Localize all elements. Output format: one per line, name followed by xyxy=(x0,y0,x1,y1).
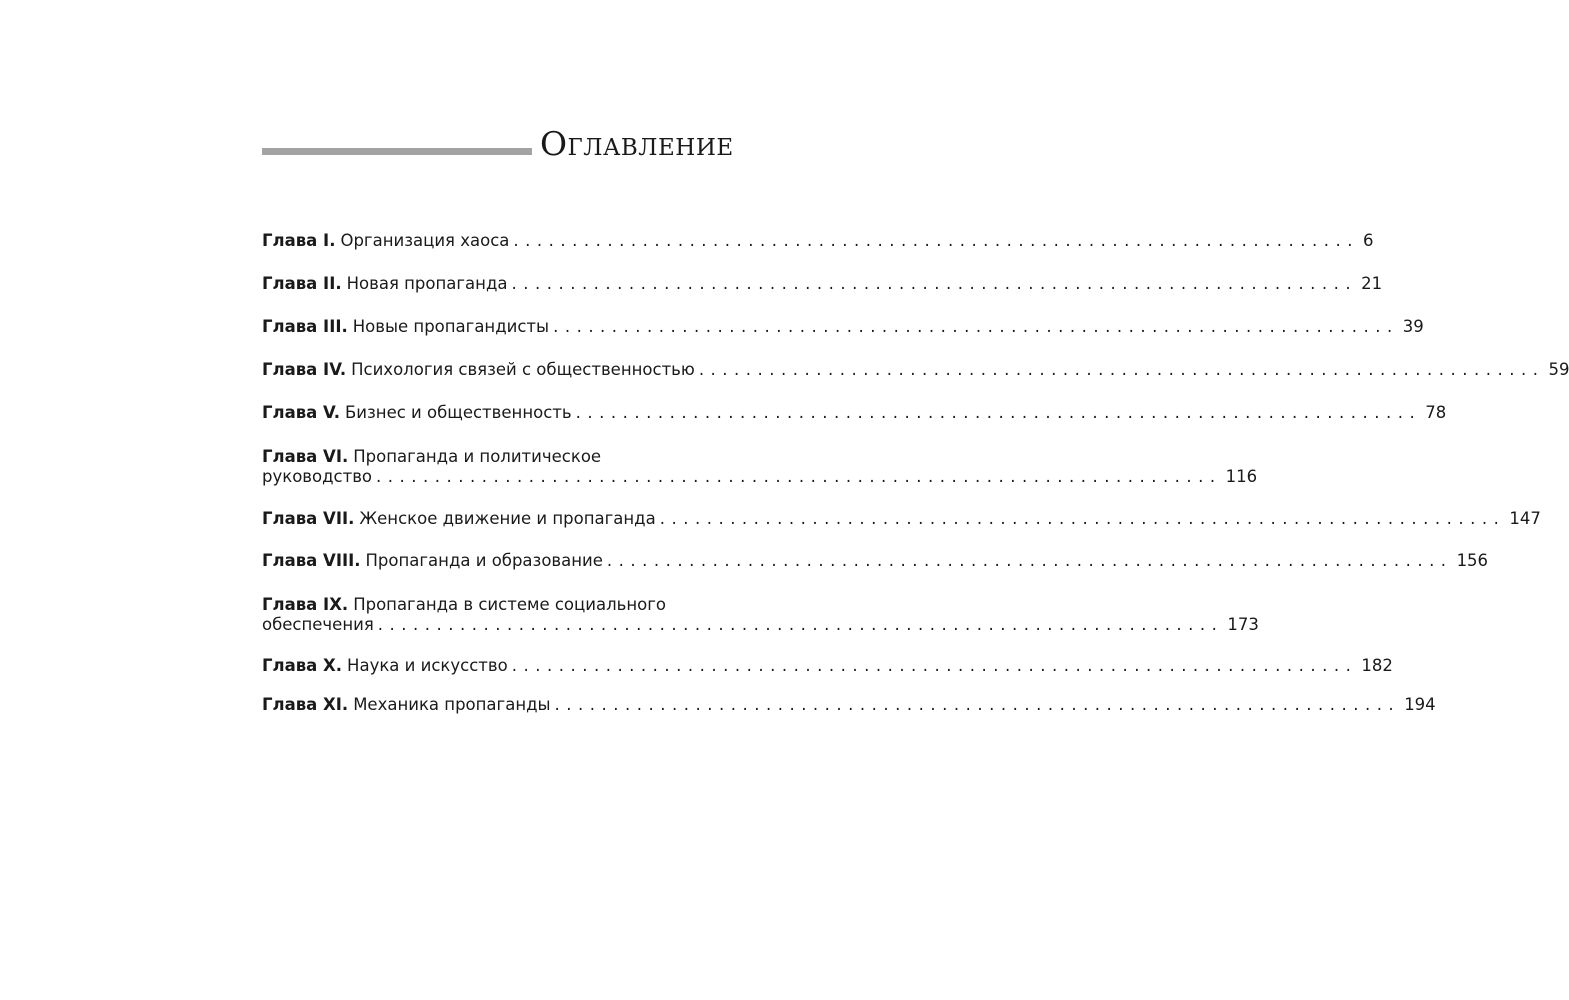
page-number: 194 xyxy=(1404,695,1436,714)
chapter-title: Новая пропаганда xyxy=(346,274,508,293)
chapter-label: Глава IX. xyxy=(262,595,349,614)
chapter-title: Психология связей с общественностью xyxy=(351,360,695,379)
title-decorative-bar xyxy=(262,148,532,155)
page-number: 78 xyxy=(1425,403,1447,422)
chapter-title-continuation: обеспечения xyxy=(262,615,374,634)
chapter-title: Пропаганда и политическое xyxy=(353,447,602,466)
toc-entry-1[interactable] xyxy=(262,231,1374,251)
chapter-title: Организация хаоса xyxy=(340,231,510,250)
page-number: 147 xyxy=(1509,509,1541,528)
chapter-title: Пропаганда в системе социального xyxy=(353,595,666,614)
chapter-label: Глава XI. xyxy=(262,695,349,714)
chapter-label: Глава VI. xyxy=(262,447,349,466)
toc-entry-6[interactable] xyxy=(262,447,1258,487)
page-number: 21 xyxy=(1361,274,1383,293)
toc-entry-5[interactable] xyxy=(262,403,1447,423)
page-number: 182 xyxy=(1361,656,1393,675)
page-number: 39 xyxy=(1402,317,1424,336)
chapter-title-continuation: руководство xyxy=(262,467,373,486)
page-number: 173 xyxy=(1227,615,1259,634)
dot-leader: ........................................................................ xyxy=(513,231,1360,250)
chapter-title: Наука и искусство xyxy=(347,656,508,675)
dot-leader: ........................................................................ xyxy=(511,274,1358,293)
toc-entry-4[interactable] xyxy=(262,360,1569,380)
chapter-label: Глава I. xyxy=(262,231,336,250)
chapter-title: Пропаганда и образование xyxy=(365,551,603,570)
chapter-label: Глава VIII. xyxy=(262,551,361,570)
chapter-title: Бизнес и общественность xyxy=(344,403,572,422)
toc-entry-8[interactable] xyxy=(262,551,1489,571)
page-number: 59 xyxy=(1548,360,1569,379)
toc-entry-7[interactable] xyxy=(262,509,1541,529)
chapter-label: Глава IV. xyxy=(262,360,347,379)
dot-leader: ........................................................................ xyxy=(659,509,1506,528)
dot-leader: ........................................................................ xyxy=(376,467,1222,486)
chapter-label: Глава X. xyxy=(262,656,343,675)
dot-leader: ........................................................................ xyxy=(377,615,1224,634)
page-title: Оглавление xyxy=(540,124,734,163)
dot-leader: ........................................................................ xyxy=(575,403,1422,422)
chapter-title: Механика пропаганды xyxy=(353,695,551,714)
chapter-title: Новые пропагандисты xyxy=(352,317,550,336)
chapter-label: Глава III. xyxy=(262,317,348,336)
dot-leader: ........................................................................ xyxy=(511,656,1358,675)
chapter-label: Глава II. xyxy=(262,274,342,293)
chapter-label: Глава V. xyxy=(262,403,340,422)
dot-leader: ........................................................................ xyxy=(554,695,1401,714)
toc-entry-11[interactable] xyxy=(262,695,1436,715)
chapter-label: Глава VII. xyxy=(262,509,355,528)
page-number: 116 xyxy=(1225,467,1258,486)
toc-entry-9[interactable] xyxy=(262,595,1259,635)
toc-entry-10[interactable] xyxy=(262,656,1393,676)
dot-leader: ........................................................................ xyxy=(553,317,1399,336)
page-number: 156 xyxy=(1456,551,1489,570)
toc-entry-3[interactable] xyxy=(262,317,1424,337)
chapter-title: Женское движение и пропаганда xyxy=(359,509,656,528)
toc-entry-2[interactable] xyxy=(262,274,1383,294)
page-number: 6 xyxy=(1363,231,1374,250)
dot-leader: ........................................................................ xyxy=(698,360,1545,379)
dot-leader: ........................................................................ xyxy=(606,551,1453,570)
